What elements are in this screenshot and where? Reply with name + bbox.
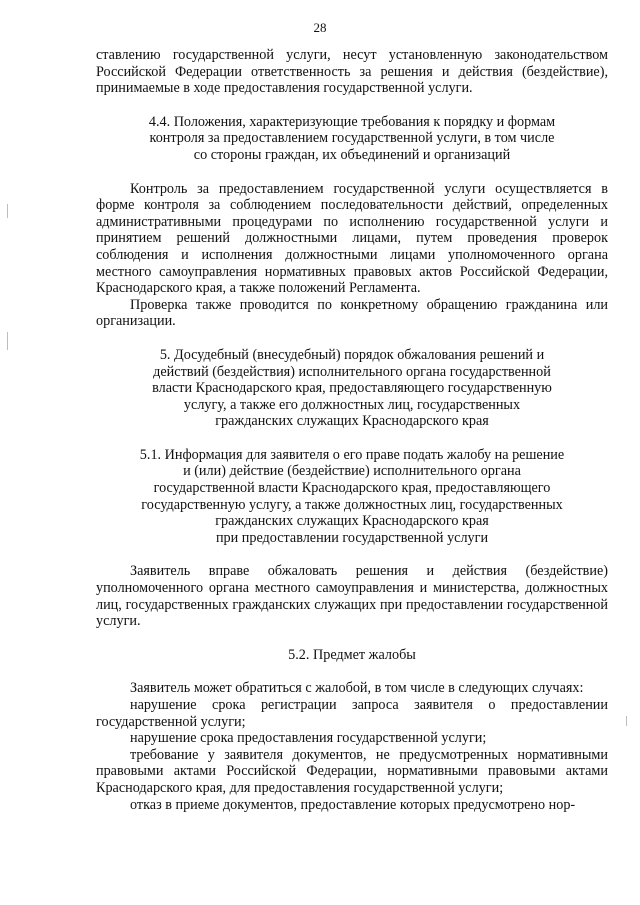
paragraph-complaint-cases: Заявитель может обратиться с жалобой, в том числе в следующих случаях: bbox=[130, 680, 584, 697]
paragraph-inspection: Проверка также проводится по конкретному обращению гражданина или организации. bbox=[96, 296, 608, 330]
scan-margin-mark bbox=[626, 716, 627, 726]
heading-line: и (или) действие (бездействие) исполнительного органа bbox=[183, 463, 521, 480]
heading-line: 4.4. Положения, характеризующие требования к порядку и формам bbox=[148, 113, 556, 130]
heading-line: государственной власти Краснодарского края, предоставляющего bbox=[153, 480, 551, 497]
scan-margin-mark bbox=[7, 204, 8, 218]
heading-line: 5.1. Информация для заявителя о его праве подать жалобу на решение bbox=[139, 446, 565, 463]
heading-line: услугу, а также его должностных лиц, государственных bbox=[183, 396, 521, 413]
heading-line: гражданских служащих Краснодарского края bbox=[215, 513, 489, 530]
heading-line: контроля за предоставлением государственной услуги, в том числе bbox=[149, 130, 555, 147]
document-body bbox=[96, 47, 608, 813]
list-item-term-violation: нарушение срока предоставления государственной услуги; bbox=[130, 730, 487, 747]
heading-line: власти Краснодарского края, предоставляющего государственную bbox=[152, 380, 552, 397]
list-item-extra-documents: требование у заявителя документов, не предусмотренных нормативными правовыми актами Российской Федерации, нормативными правовыми актами Краснодарского края, для предоставления государственной услуги; bbox=[96, 746, 608, 796]
heading-line: действий (бездействия) исполнительного органа государственной bbox=[153, 363, 551, 380]
list-item-registration-violation: нарушение срока регистрации запроса заявителя о предоставлении государственной услуги; bbox=[96, 697, 608, 730]
heading-line: со стороны граждан, их объединений и организаций bbox=[193, 146, 511, 163]
page-number: 28 bbox=[313, 20, 327, 35]
heading-line: гражданских служащих Краснодарского края bbox=[215, 413, 489, 430]
heading-5-1 bbox=[117, 447, 587, 547]
heading-line: государственную услугу, а также должностных лиц, государственных bbox=[141, 496, 563, 513]
paragraph-control: Контроль за предоставлением государственной услуги осуществляется в форме контроля за соблюдением последовательности действий, определенных административными процедурами по исполнению государственной услуги и принятием решений должностными лицами, путем проведения проверок соблюдения и исполнения должностными лицами уполномоченного органа местного самоуправления нормативных правовых актов Российской Федерации, Краснодарского края, а также положений Регламента. bbox=[96, 180, 608, 297]
list-item-refusal: отказ в приеме документов, предоставление которых предусмотрено нор- bbox=[130, 796, 576, 813]
scan-margin-mark bbox=[7, 332, 8, 350]
heading-4-4 bbox=[132, 114, 572, 164]
paragraph-responsibility: ставлению государственной услуги, несут установленную законодательством Российской Федерации ответственность за решения и действия (бездействие), принимаемые в ходе предоставления государственной услуги. bbox=[96, 47, 608, 97]
heading-line: 5. Досудебный (внесудебный) порядок обжалования решений и bbox=[159, 346, 545, 363]
paragraph-appeal-right: Заявитель вправе обжаловать решения и действия (бездействие) уполномоченного органа местного самоуправления и министерства, должностных лиц, государственных гражданских служащих при предоставлении государственной услуги. bbox=[96, 563, 608, 630]
heading-5-2: 5.2. Предмет жалобы bbox=[288, 646, 416, 663]
heading-line: при предоставлении государственной услуги bbox=[215, 529, 489, 546]
heading-5 bbox=[122, 347, 582, 430]
